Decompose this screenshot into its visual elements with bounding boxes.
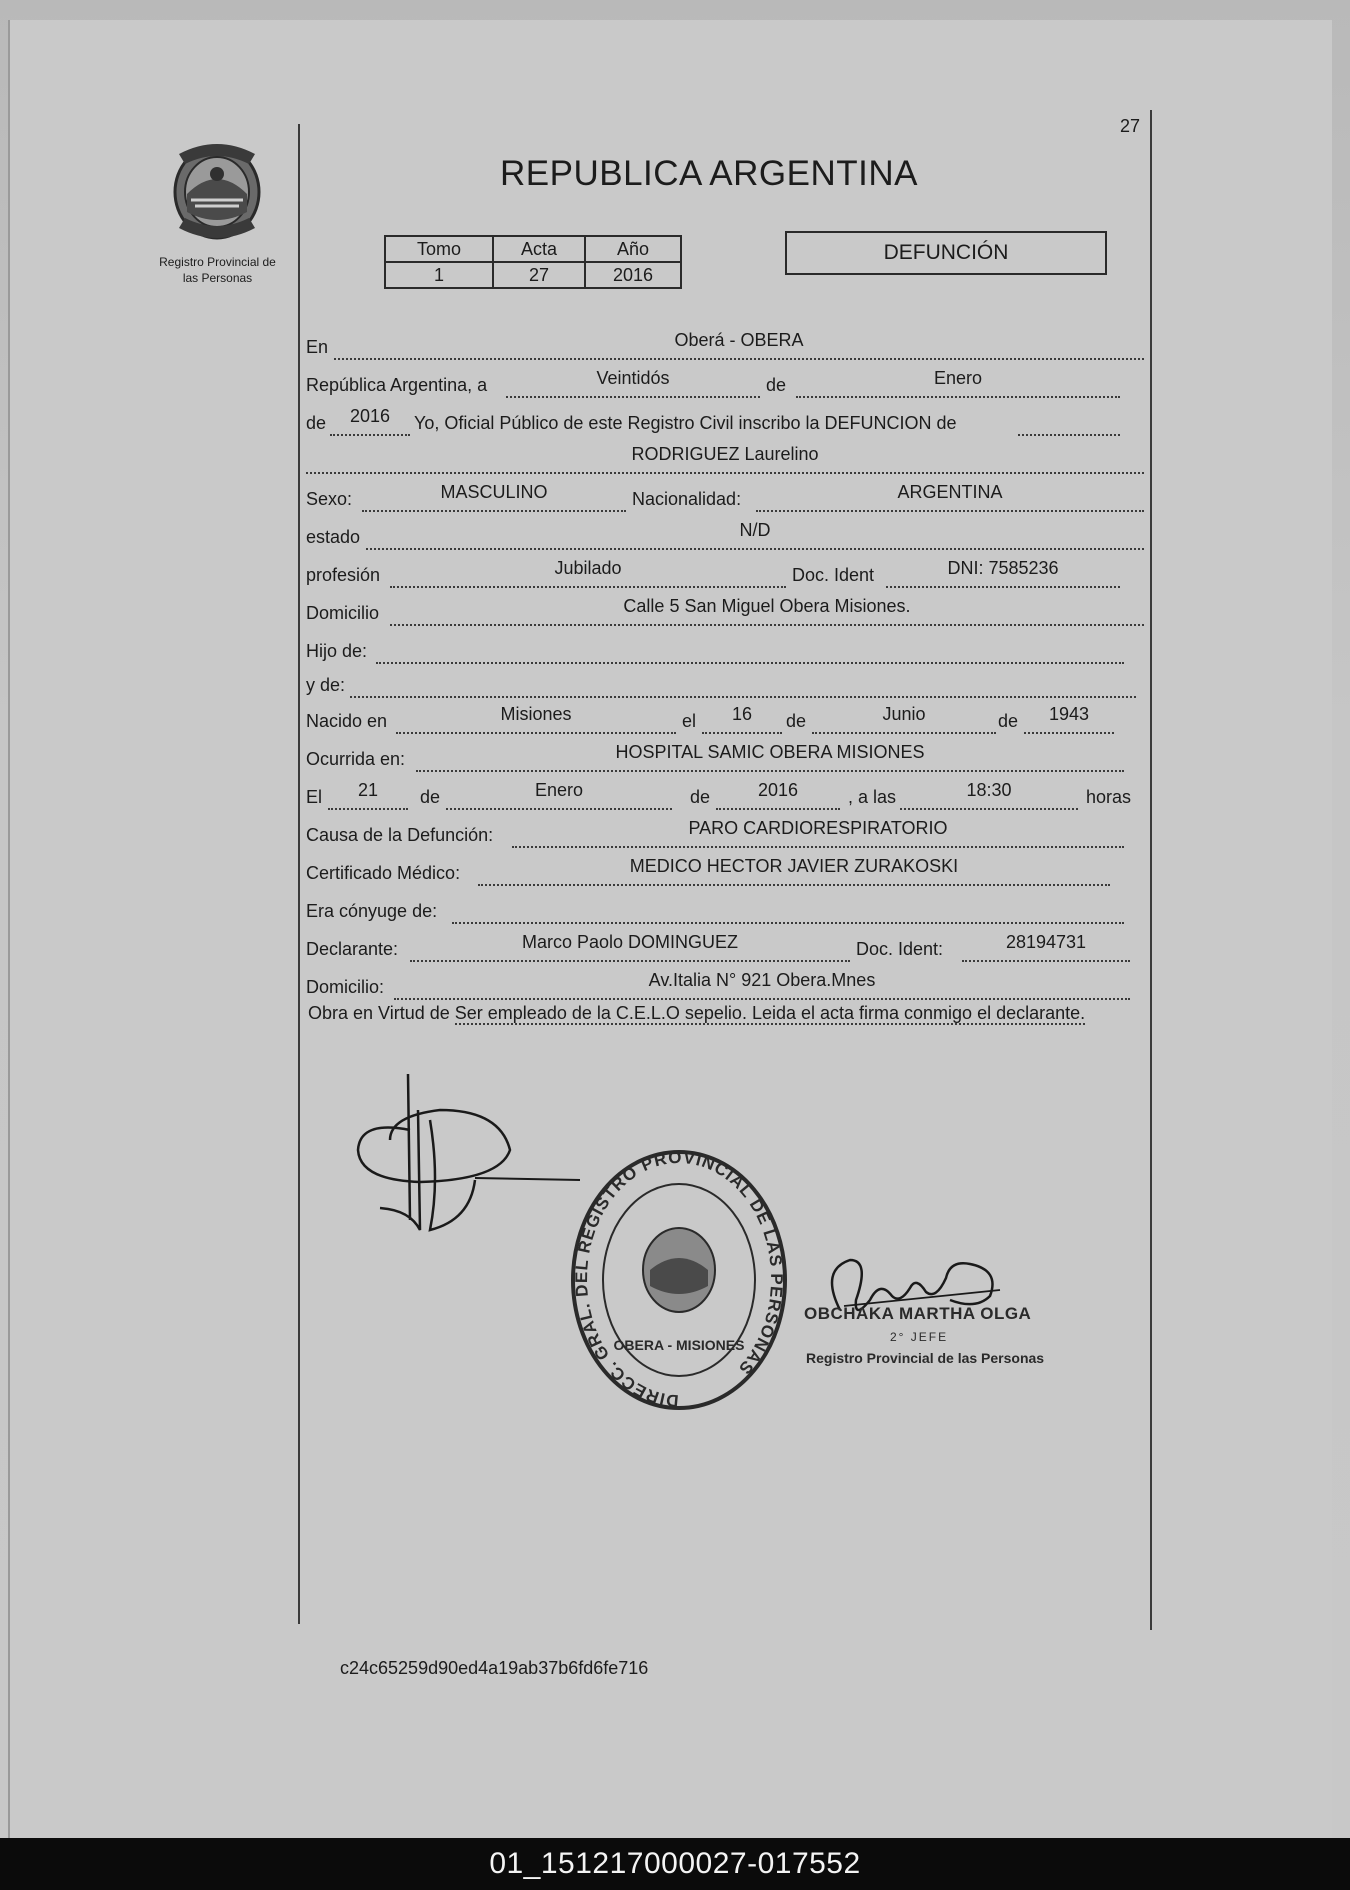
field-birth-month: Junio <box>812 706 996 734</box>
label-el: el <box>682 711 697 731</box>
label-yo: Yo, Oficial Público de este Registro Civil inscribo la DEFUNCION de <box>414 413 957 433</box>
label-estado: estado <box>306 527 361 547</box>
field-year-tail <box>1018 408 1120 436</box>
footer-id-bar <box>0 1838 1350 1890</box>
ref-value-acta: 27 <box>493 262 585 288</box>
field-sex: MASCULINO <box>362 484 626 512</box>
label-y-de: y de: <box>306 675 346 695</box>
label-de-2: de <box>306 413 327 433</box>
label-sexo: Sexo: <box>306 489 353 509</box>
official-rank: 2° JEFE <box>890 1330 949 1344</box>
label-a-las: , a las <box>848 787 897 807</box>
label-nacionalidad: Nacionalidad: <box>632 489 742 509</box>
page-number: 27 <box>1120 116 1141 136</box>
official-signature <box>800 1240 1040 1340</box>
label-conyuge: Era cónyuge de: <box>306 901 438 921</box>
row-profession <box>306 558 1144 588</box>
field-death-month: Enero <box>446 782 672 810</box>
label-domicilio: Domicilio <box>306 603 380 623</box>
right-margin-line <box>1150 110 1152 1630</box>
field-birth-place: Misiones <box>396 706 676 734</box>
field-declarant-address: Av.Italia N° 921 Obera.Mnes <box>394 972 1130 1000</box>
field-mother <box>350 670 1136 698</box>
label-nacido-en: Nacido en <box>306 711 388 731</box>
label-de-3: de <box>786 711 807 731</box>
ref-header-tomo: Tomo <box>385 236 493 262</box>
row-father <box>306 634 1144 664</box>
ref-value-ano: 2016 <box>585 262 681 288</box>
field-civil-status: N/D <box>366 522 1144 550</box>
field-year: 2016 <box>330 408 410 436</box>
row-year <box>306 406 1144 436</box>
field-nationality: ARGENTINA <box>756 484 1144 512</box>
row-date <box>306 368 1144 398</box>
ref-value-tomo: 1 <box>385 262 493 288</box>
row-address <box>306 596 1144 626</box>
field-death-year: 2016 <box>716 782 840 810</box>
field-doc-ident: DNI: 7585236 <box>886 560 1120 588</box>
record-type: DEFUNCIÓN <box>883 241 1009 264</box>
field-day-words: Veintidós <box>506 370 760 398</box>
row-sex <box>306 482 1144 512</box>
row-declarant-address <box>306 970 1144 1000</box>
field-father <box>376 636 1124 664</box>
label-domicilio-2: Domicilio: <box>306 977 385 997</box>
label-hijo-de: Hijo de: <box>306 641 368 661</box>
field-profession: Jubilado <box>390 560 786 588</box>
ref-header-ano: Año <box>585 236 681 262</box>
registry-label-line2: las Personas <box>182 271 253 285</box>
label-horas: horas <box>1086 787 1132 807</box>
registry-stamp <box>568 1150 790 1420</box>
label-de-6: de <box>690 787 711 807</box>
field-place: Oberá - OBERA <box>334 332 1144 360</box>
closing-text: Ser empleado de la C.E.L.O sepelio. Leida el acta firma conmigo el declarante. <box>454 1003 1086 1023</box>
label-republica: República Argentina, a <box>306 375 488 395</box>
official-office: Registro Provincial de las Personas <box>806 1350 1045 1366</box>
document-sheet <box>8 20 1332 1838</box>
row-civil-status <box>306 520 1144 550</box>
stamp-inner-text: OBERA - MISIONES <box>613 1337 745 1353</box>
field-address: Calle 5 San Miguel Obera Misiones. <box>390 598 1144 626</box>
row-mother <box>306 668 1144 698</box>
official-name: OBCHAKA MARTHA OLGA <box>804 1304 1032 1323</box>
field-death-day: 21 <box>328 782 408 810</box>
label-declarante: Declarante: <box>306 939 399 959</box>
field-deceased-name: RODRIGUEZ Laurelino <box>306 446 1144 474</box>
field-month: Enero <box>796 370 1120 398</box>
row-physician <box>306 856 1144 886</box>
row-birth <box>306 704 1144 734</box>
label-ocurrida-en: Ocurrida en: <box>306 749 406 769</box>
label-profesion: profesión <box>306 565 381 585</box>
registry-label <box>140 254 295 286</box>
label-obra-en-virtud: Obra en Virtud de <box>308 1003 450 1023</box>
label-doc-ident-2: Doc. Ident: <box>856 939 944 959</box>
field-spouse <box>452 896 1124 924</box>
label-el-cap: El <box>306 787 323 807</box>
label-causa: Causa de la Defunción: <box>306 825 494 845</box>
ref-header-acta: Acta <box>493 236 585 262</box>
field-death-time: 18:30 <box>900 782 1078 810</box>
label-certificado: Certificado Médico: <box>306 863 461 883</box>
row-death-place <box>306 742 1144 772</box>
label-doc-ident: Doc. Ident <box>792 565 875 585</box>
field-death-place: HOSPITAL SAMIC OBERA MISIONES <box>416 744 1124 772</box>
field-declarant-doc: 28194731 <box>962 934 1130 962</box>
declarant-signature <box>350 1070 580 1240</box>
stamp-ring-text: DIRECC. GRAL. DEL REGISTRO PROVINCIAL DE LAS PERSONAS <box>571 1150 787 1411</box>
label-de-1: de <box>766 375 787 395</box>
label-en: En <box>306 337 329 357</box>
label-de-5: de <box>420 787 441 807</box>
reference-table <box>384 235 682 289</box>
row-deceased <box>306 444 1144 474</box>
row-death-date <box>306 780 1144 810</box>
document-title: REPUBLICA ARGENTINA <box>500 154 918 193</box>
field-birth-year: 1943 <box>1024 706 1114 734</box>
row-declarant <box>306 932 1144 962</box>
row-cause <box>306 818 1144 848</box>
label-de-4: de <box>998 711 1019 731</box>
closing-paragraph <box>308 1000 1144 1026</box>
footer-id: 01_151217000027-017552 <box>489 1847 861 1880</box>
field-declarant: Marco Paolo DOMINGUEZ <box>410 934 850 962</box>
field-cause: PARO CARDIORESPIRATORIO <box>512 820 1124 848</box>
field-birth-day: 16 <box>702 706 782 734</box>
field-physician: MEDICO HECTOR JAVIER ZURAKOSKI <box>478 858 1110 886</box>
provincia-misiones-logo <box>165 134 269 246</box>
document-hash: c24c65259d90ed4a19ab37b6fd6fe716 <box>340 1658 649 1678</box>
left-margin-line <box>298 124 300 1624</box>
row-spouse <box>306 894 1144 924</box>
record-type-box <box>785 231 1107 275</box>
registry-label-line1: Registro Provincial de <box>159 255 276 269</box>
row-place <box>306 330 1144 360</box>
